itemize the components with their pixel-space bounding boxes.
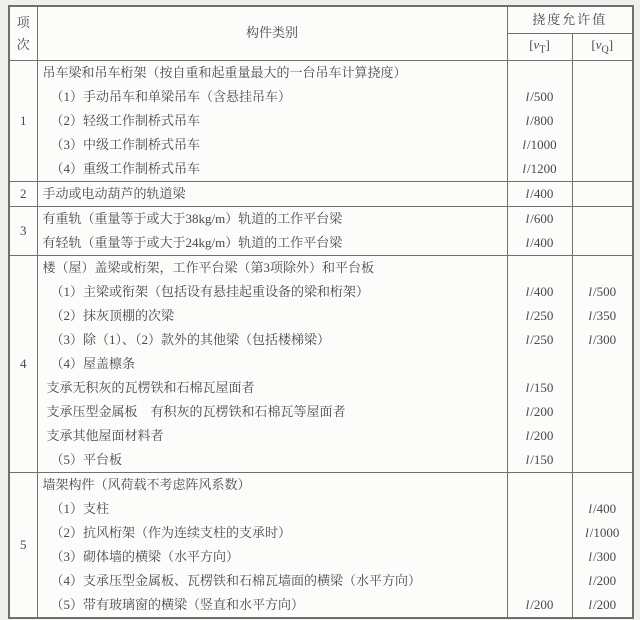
table-row [9, 448, 633, 473]
span-length-symbol: l [525, 379, 530, 395]
span-length-symbol: l [525, 427, 530, 443]
span-length-symbol: l [585, 524, 589, 540]
vt-value-cell: l/1200 [507, 157, 572, 182]
component-category-cell: （4）重级工作制桥式吊车 [37, 157, 507, 182]
table-row [9, 256, 633, 281]
component-category-cell: 楼（屋）盖梁或桁架，工作平台梁（第3项除外）和平台板 [37, 256, 507, 281]
vq-value-cell: l/200 [572, 593, 633, 618]
vt-value-cell: l/200 [507, 593, 572, 618]
vq-value-cell [572, 376, 633, 400]
component-category-cell: 支承其他屋面材料者 [37, 424, 507, 448]
vt-bracket-close: ] [545, 36, 550, 52]
vq-value-cell [572, 109, 633, 133]
table-row [9, 424, 633, 448]
table-row [9, 133, 633, 157]
column-header-vq [572, 34, 633, 61]
component-category-cell: 吊车梁和吊车桁架（按自重和起重量最大的一台吊车计算挠度） [37, 61, 507, 86]
vq-symbol: v [595, 36, 602, 52]
component-category-cell: （1）支柱 [37, 497, 507, 521]
vq-value-cell: l/350 [572, 304, 633, 328]
span-length-symbol: l [525, 210, 530, 226]
item-no-char-1: 项 [16, 14, 30, 30]
vt-symbol: v [533, 36, 540, 52]
vq-value-cell [572, 473, 633, 498]
component-category-cell: （3）除（1）、（2）款外的其他梁（包括楼梯梁） [37, 328, 507, 352]
table-row [9, 207, 633, 232]
table-row [9, 545, 633, 569]
vt-value-cell: l/250 [507, 304, 572, 328]
vt-subscript: T [539, 44, 546, 56]
vt-value-cell [507, 473, 572, 498]
table-row [9, 157, 633, 182]
vq-value-cell [572, 400, 633, 424]
item-no-char-2: 次 [16, 36, 30, 52]
item-number: 1 [9, 61, 37, 182]
column-header-deflection: 挠度允许值 [507, 6, 633, 34]
vq-value-cell [572, 157, 633, 182]
component-category-cell: 支承无积灰的瓦楞铁和石棉瓦屋面者 [37, 376, 507, 400]
vt-value-cell: l/200 [507, 400, 572, 424]
vq-value-cell [572, 352, 633, 376]
span-length-symbol: l [525, 451, 530, 467]
table-row [9, 85, 633, 109]
span-length-symbol: l [522, 160, 526, 176]
vt-value-cell: l/400 [507, 231, 572, 256]
span-length-symbol: l [588, 572, 592, 588]
table-row [9, 61, 633, 86]
vq-bracket-open: [ [591, 36, 596, 52]
component-category-cell: （3）中级工作制桥式吊车 [37, 133, 507, 157]
span-length-symbol: l [588, 331, 592, 347]
table-row [9, 352, 633, 376]
component-category-cell: 墙架构件（风荷载不考虑阵风系数） [37, 473, 507, 498]
deflection-table-container [8, 5, 634, 619]
span-length-symbol: l [588, 548, 592, 564]
vq-bracket-close: ] [608, 36, 614, 52]
span-length-symbol: l [588, 283, 592, 299]
vq-value-cell [572, 424, 633, 448]
vt-value-cell [507, 545, 572, 569]
component-category-cell: （2）抹灰顶棚的次梁 [37, 304, 507, 328]
component-category-cell: （1）主梁或衔架（包括设有悬挂起重设备的梁和桁架） [37, 280, 507, 304]
table-row [9, 376, 633, 400]
vq-value-cell [572, 85, 633, 109]
vt-value-cell [507, 352, 572, 376]
component-category-cell: （5）平台板 [37, 448, 507, 473]
component-category-cell: （2）抗风桁架（作为连续支柱的支承时） [37, 521, 507, 545]
vq-value-cell: l/1000 [572, 521, 633, 545]
vt-value-cell: l/1000 [507, 133, 572, 157]
vq-value-cell [572, 448, 633, 473]
span-length-symbol: l [525, 112, 530, 128]
span-length-symbol: l [525, 596, 530, 612]
vq-subscript: Q [601, 44, 609, 56]
span-length-symbol: l [588, 596, 592, 612]
vq-value-cell: l/500 [572, 280, 633, 304]
column-header-vt [507, 34, 572, 61]
item-number: 5 [9, 473, 37, 619]
component-category-cell: （5）带有玻璃窗的横梁（竖直和水平方向） [37, 593, 507, 618]
deflection-allowable-table [8, 5, 634, 619]
vt-value-cell: l/600 [507, 207, 572, 232]
component-category-cell: 有重轨（重量等于或大于38kg/m）轨道的工作平台梁 [37, 207, 507, 232]
component-category-cell: （4）支承压型金属板、瓦楞铁和石棉瓦墙面的横梁（水平方向） [37, 569, 507, 593]
component-category-cell: （1）手动吊车和单梁吊车（含悬挂吊车） [37, 85, 507, 109]
table-row [9, 473, 633, 498]
vq-value-cell: l/400 [572, 497, 633, 521]
vt-value-cell [507, 61, 572, 86]
vt-value-cell: l/500 [507, 85, 572, 109]
vt-value-cell [507, 256, 572, 281]
vt-value-cell: l/400 [507, 280, 572, 304]
span-length-symbol: l [525, 331, 530, 347]
component-category-cell: 有轻轨（重量等于或大于24kg/m）轨道的工作平台梁 [37, 231, 507, 256]
vq-value-cell [572, 133, 633, 157]
vq-value-cell: l/200 [572, 569, 633, 593]
item-number: 2 [9, 182, 37, 207]
component-category-cell: （3）砌体墙的横梁（水平方向） [37, 545, 507, 569]
vt-value-cell: l/150 [507, 448, 572, 473]
table-header [9, 6, 633, 61]
vt-value-cell: l/150 [507, 376, 572, 400]
table-row [9, 328, 633, 352]
vt-value-cell: l/200 [507, 424, 572, 448]
table-body [9, 61, 633, 619]
vt-value-cell: l/800 [507, 109, 572, 133]
table-row [9, 182, 633, 207]
span-length-symbol: l [525, 283, 530, 299]
vt-bracket-open: [ [529, 36, 534, 52]
span-length-symbol: l [522, 136, 526, 152]
table-row [9, 231, 633, 256]
span-length-symbol: l [525, 88, 530, 104]
table-row [9, 593, 633, 618]
table-row [9, 569, 633, 593]
component-category-cell: 支承压型金属板 有积灰的瓦楞铁和石棉瓦等屋面者 [37, 400, 507, 424]
span-length-symbol: l [525, 234, 530, 250]
item-number: 3 [9, 207, 37, 256]
vq-value-cell [572, 231, 633, 256]
component-category-cell: （2）轻级工作制桥式吊车 [37, 109, 507, 133]
vt-value-cell [507, 497, 572, 521]
vq-value-cell [572, 256, 633, 281]
vq-value-cell [572, 182, 633, 207]
span-length-symbol: l [525, 403, 530, 419]
table-row [9, 304, 633, 328]
item-number: 4 [9, 256, 37, 473]
vt-value-cell [507, 569, 572, 593]
vq-value-cell [572, 207, 633, 232]
vq-value-cell: l/300 [572, 545, 633, 569]
vt-value-cell: l/250 [507, 328, 572, 352]
column-header-category: 构件类别 [37, 6, 507, 61]
span-length-symbol: l [525, 307, 530, 323]
vt-value-cell: l/400 [507, 182, 572, 207]
component-category-cell: （4）屋盖檩条 [37, 352, 507, 376]
vq-value-cell [572, 61, 633, 86]
table-row [9, 400, 633, 424]
span-length-symbol: l [588, 307, 592, 323]
table-row [9, 497, 633, 521]
table-row [9, 109, 633, 133]
column-header-item-no [9, 6, 37, 61]
vq-value-cell: l/300 [572, 328, 633, 352]
span-length-symbol: l [588, 500, 592, 516]
table-row [9, 521, 633, 545]
table-row [9, 280, 633, 304]
component-category-cell: 手动或电动葫芦的轨道梁 [37, 182, 507, 207]
span-length-symbol: l [525, 185, 530, 201]
vt-value-cell [507, 521, 572, 545]
